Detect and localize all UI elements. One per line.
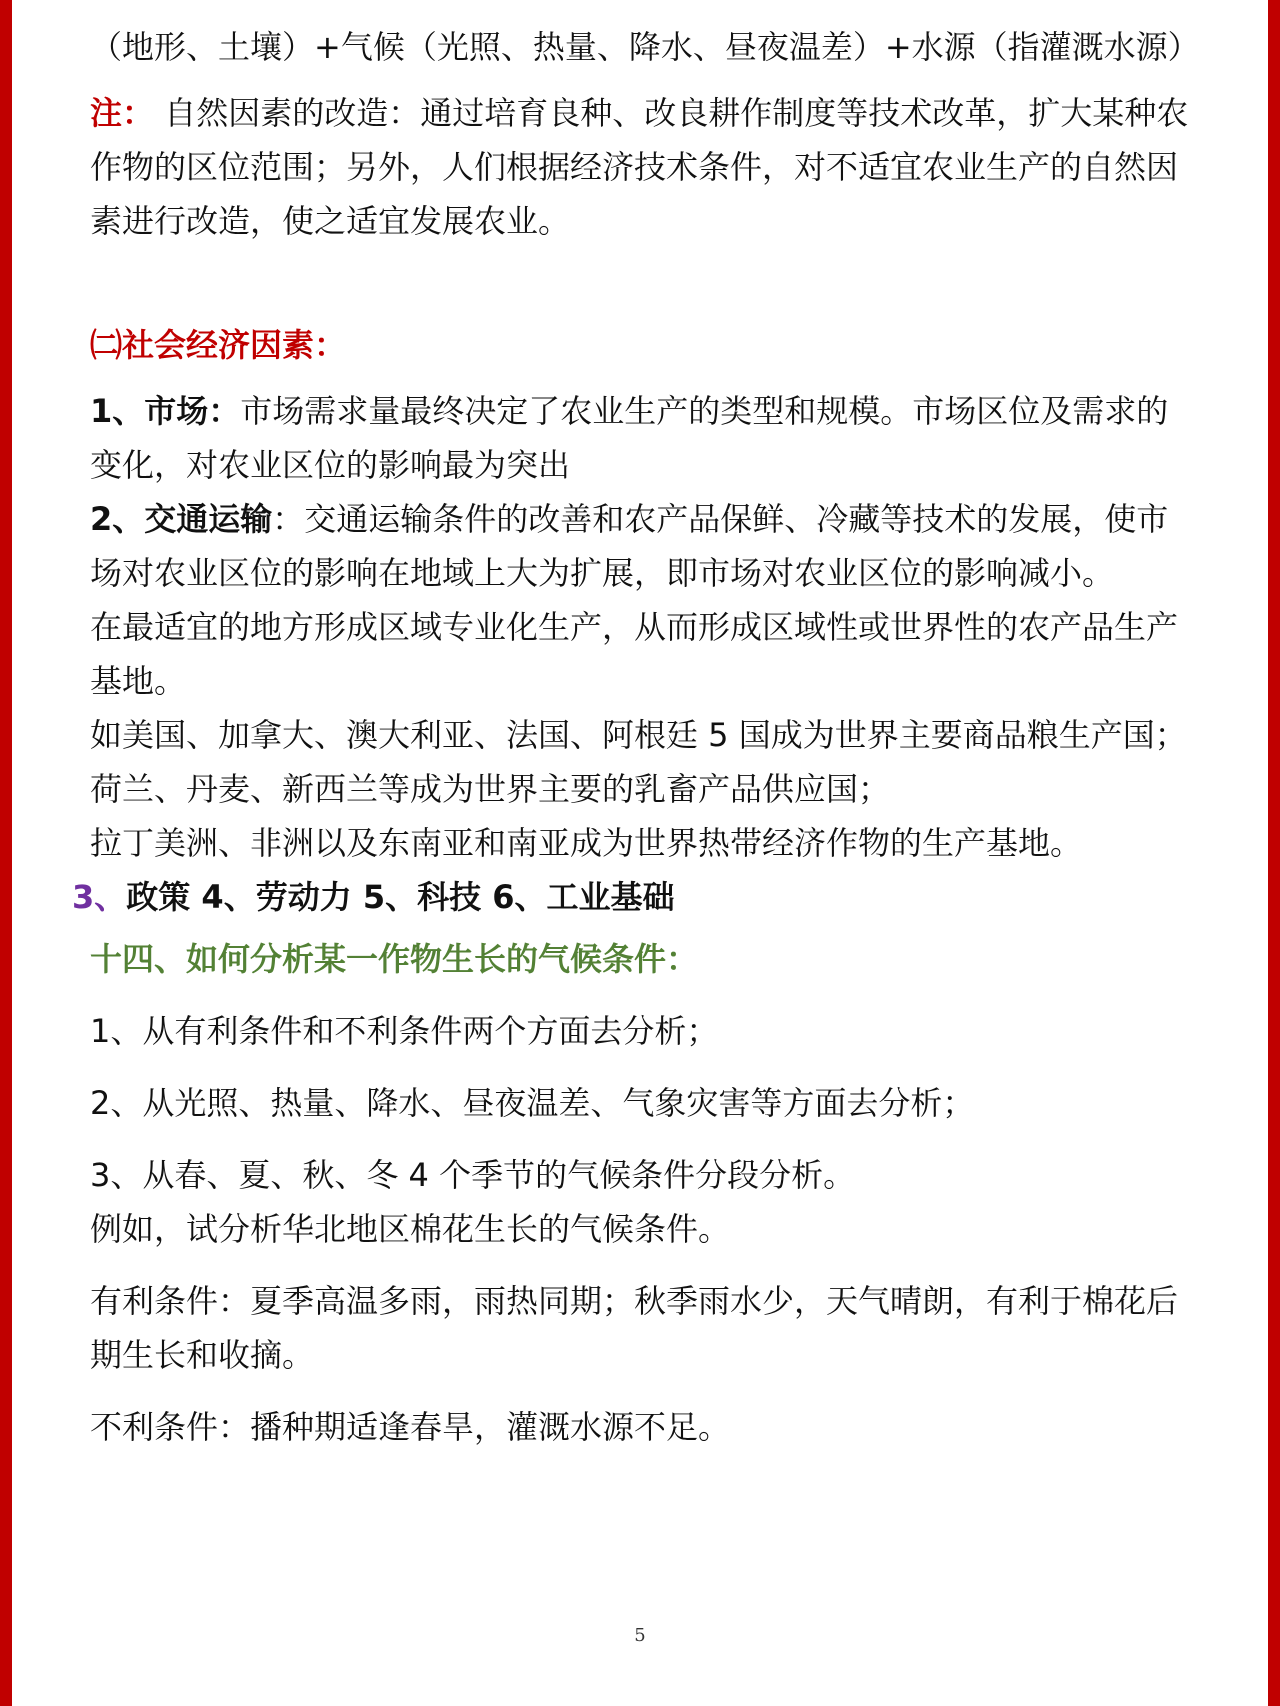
tropical-example-paragraph: 拉丁美洲、非洲以及东南亚和南亚成为世界热带经济作物的生产基地。	[90, 824, 1083, 862]
analysis-step-1: 1、从有利条件和不利条件两个方面去分析；	[90, 1012, 719, 1050]
document-page	[72, 20, 1200, 1454]
transport-text: ：交通运输条件的改善和农产品保鲜、冷藏等技术的发展，使市场对农业区位的影响在地域上大为扩展，即市场对农业区位的影响减小。	[90, 500, 1169, 592]
example-intro: 例如，试分析华北地区棉花生长的气候条件。	[90, 1210, 731, 1248]
other-factors-text: 政策 4、劳动力 5、科技 6、工业基础	[126, 878, 675, 916]
transport-label: 2、交通运输	[90, 500, 273, 538]
favorable-conditions: 有利条件：夏季高温多雨，雨热同期；秋季雨水少，天气晴朗，有利于棉花后期生长和收摘。	[90, 1282, 1179, 1374]
right-red-border	[1268, 0, 1280, 1706]
note-text: 自然因素的改造：通过培育良种、改良耕作制度等技术改革，扩大某种农作物的区位范围；另外，人们根据经济技术条件，对不适宜农业生产的自然因素进行改造，使之适宜发展农业。	[90, 94, 1189, 240]
socio-economic-heading: ㈡社会经济因素：	[90, 326, 347, 364]
note-label: 注：	[90, 94, 155, 132]
market-text: 市场需求量最终决定了农业生产的类型和规模。市场区位及需求的变化，对农业区位的影响最为突出	[90, 392, 1169, 484]
analysis-step-3: 3、从春、夏、秋、冬 4 个季节的气候条件分段分析。	[90, 1156, 856, 1194]
other-factors-number: 3、	[72, 878, 127, 916]
other-factors-line	[72, 870, 1190, 924]
note-paragraph	[90, 86, 1190, 248]
grain-example-paragraph: 如美国、加拿大、澳大利亚、法国、阿根廷 5 国成为世界主要商品粮生产国；荷兰、丹麦、新西兰等成为世界主要的乳畜产品供应国；	[90, 716, 1187, 808]
section-14-heading: 十四、如何分析某一作物生长的气候条件：	[90, 940, 699, 978]
page-number: 5	[634, 1625, 646, 1646]
specialization-paragraph: 在最适宜的地方形成区域专业化生产，从而形成区域性或世界性的农产品生产基地。	[90, 608, 1179, 700]
natural-factors-tail: （地形、土壤）+气候（光照、热量、降水、昼夜温差）+水源（指灌溉水源）	[90, 28, 1200, 66]
market-label: 1、市场：	[90, 392, 241, 430]
left-red-border	[0, 0, 12, 1706]
analysis-step-2: 2、从光照、热量、降水、昼夜温差、气象灾害等方面去分析；	[90, 1084, 975, 1122]
transport-paragraph	[90, 492, 1190, 600]
market-paragraph	[90, 384, 1190, 492]
unfavorable-conditions: 不利条件：播种期适逢春旱，灌溉水源不足。	[90, 1408, 731, 1446]
